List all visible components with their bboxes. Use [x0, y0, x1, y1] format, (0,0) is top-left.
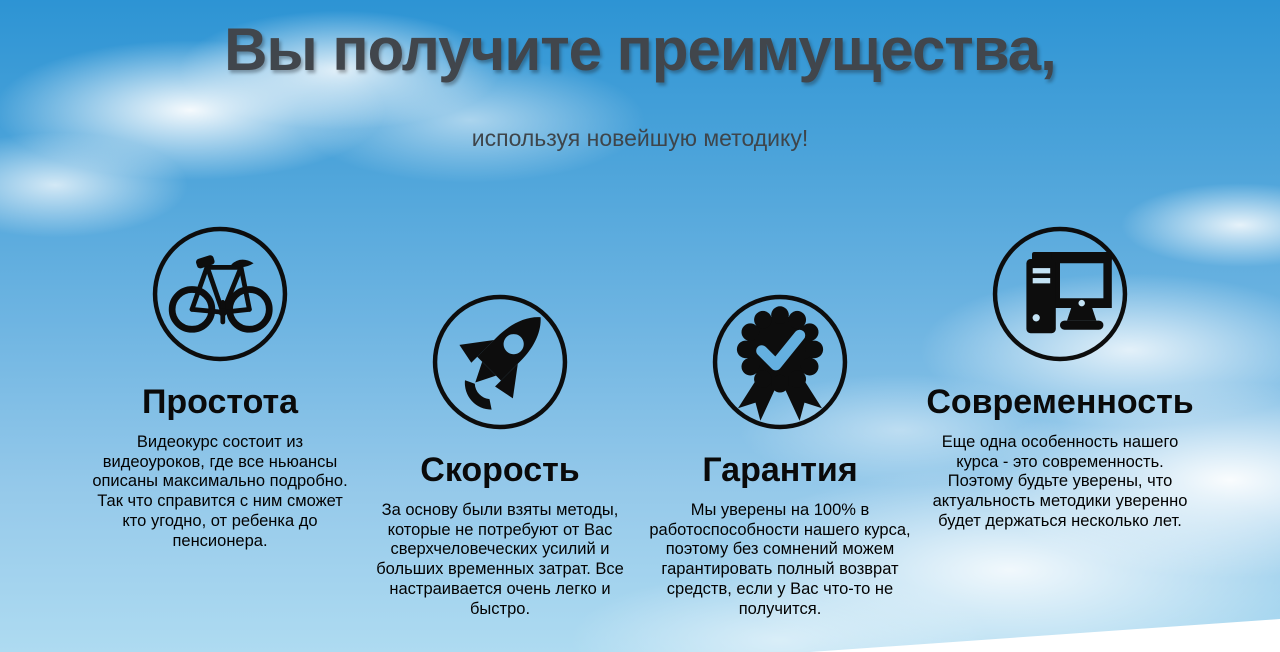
- feature-speed: [365, 292, 635, 619]
- feature-simplicity: [85, 224, 355, 551]
- page-subtitle: используя новейшую методику!: [471, 125, 809, 152]
- section-header: [0, 0, 1280, 152]
- feature-modernity: [925, 224, 1195, 532]
- feature-title: Скорость: [420, 451, 580, 490]
- feature-description: Еще одна особенность нашего курса - это современность. Поэтому будьте уверены, что актуальность методики уверенно будет держаться несколько лет.: [932, 432, 1188, 531]
- rocket-icon: [430, 292, 570, 432]
- feature-title: Современность: [926, 383, 1194, 422]
- computer-icon: [990, 224, 1130, 364]
- feature-title: Гарантия: [702, 451, 858, 490]
- award-icon: [710, 292, 850, 432]
- features-row: [85, 224, 1195, 619]
- feature-guarantee: [645, 292, 915, 619]
- feature-title: Простота: [141, 383, 299, 422]
- bottom-diagonal-divider: [810, 619, 1280, 652]
- feature-description: За основу были взяты методы, которые не потребуют от Вас сверхчеловеческих усилий и больших временных затрат. Все настраивается очень легко и быстро.: [376, 500, 624, 618]
- bicycle-icon: [150, 224, 290, 364]
- feature-description: Видеокурс состоит из видеоуроков, где все ньюансы описаны максимально подробно. Так что справится с ним сможет кто угодно, от ребенка до пенсионера.: [92, 432, 348, 550]
- page-title: Вы получите преимущества,: [224, 16, 1056, 83]
- feature-description: Мы уверены на 100% в работоспособности нашего курса, поэтому без сомнений можем гарантировать полный возврат средств, если у Вас что-то не получится.: [649, 500, 911, 618]
